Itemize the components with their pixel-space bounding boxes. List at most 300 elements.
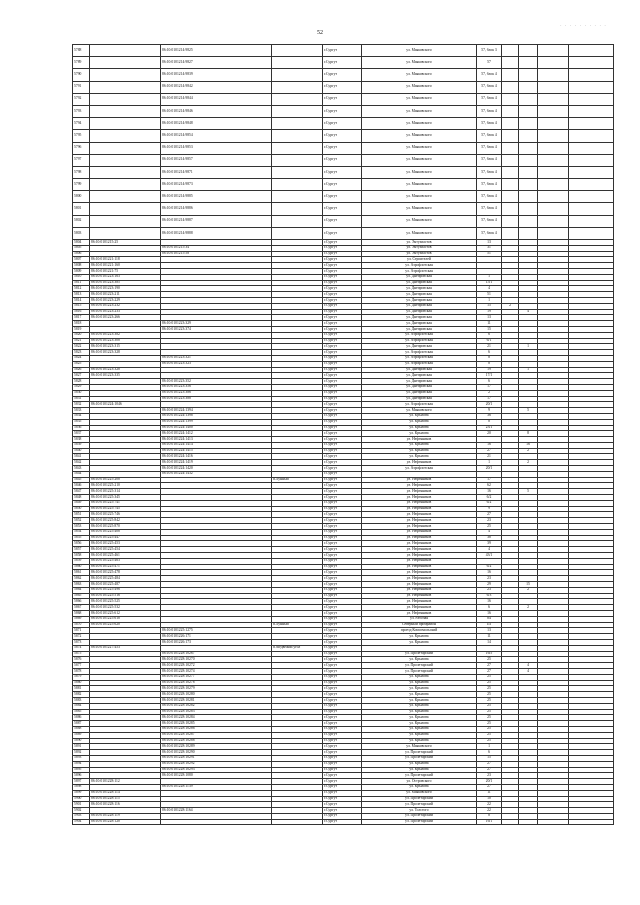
street-cell: ул. Маяковского: [362, 215, 477, 227]
city-cell: г.Сургут: [323, 582, 362, 588]
row-number-cell: 5826: [73, 367, 90, 373]
street-cell: ул. Нефтяников: [362, 524, 477, 530]
table-row: [73, 118, 614, 130]
city-cell: г.Сургут: [323, 784, 362, 790]
street-cell: ул. Пролетарский: [362, 663, 477, 669]
city-cell: г.Сургут: [323, 593, 362, 599]
street-cell: ул. Крылова: [362, 431, 477, 437]
city-cell: г.Сургут: [323, 541, 362, 547]
house-number-cell: 57, блок 4: [477, 69, 502, 81]
cadastral-number-alt-cell: 86:10:0101215:58: [161, 251, 272, 257]
city-cell: г.Сургут: [323, 628, 362, 634]
city-cell: г.Сургут: [323, 431, 362, 437]
city-cell: г.Сургут: [323, 524, 362, 530]
house-number-cell: 25: [477, 721, 502, 727]
house-number-cell: 8: [477, 813, 502, 819]
building-cell: 2: [502, 303, 519, 309]
cadastral-number-alt-cell: 86:10:0101228:1080: [161, 773, 272, 779]
street-cell: ул. Островского: [362, 779, 477, 785]
city-cell: г.Сургут: [323, 645, 362, 651]
street-cell: ул. Крылова: [362, 692, 477, 698]
cadastral-number-alt-cell: 86:10:0101228:10280: [161, 692, 272, 698]
row-number-cell: 5895: [73, 767, 90, 773]
extra-cell: [538, 215, 569, 227]
house-number-cell: 4: [477, 547, 502, 553]
ledger-table: [72, 44, 614, 825]
locality-cell: п.Медвежий угол: [272, 645, 323, 651]
row-number-cell: 5797: [73, 154, 90, 166]
table-row: [73, 166, 614, 178]
street-cell: ул. Маяковского: [362, 142, 477, 154]
street-cell: ул. Нефтяников: [362, 500, 477, 506]
city-cell: г.Сургут: [323, 466, 362, 472]
house-number-cell: 19: [477, 367, 502, 373]
street-cell: ул. Крылова: [362, 634, 477, 640]
row-number-cell: 5851: [73, 512, 90, 518]
row-number-cell: 5884: [73, 703, 90, 709]
row-number-cell: 5831: [73, 396, 90, 402]
house-number-cell: 1: [477, 297, 502, 303]
street-cell: ул. Пролетарский: [362, 796, 477, 802]
street-cell: ул. Днепровская: [362, 303, 477, 309]
street-cell: ул. Пролетарский: [362, 819, 477, 825]
cadastral-number-alt-cell: 86:10:0101214:9885: [161, 191, 272, 203]
apartment-cell: [519, 69, 538, 81]
building-cell: [502, 227, 519, 239]
building-cell: [502, 105, 519, 117]
apartment-cell: 5: [519, 489, 538, 495]
row-number-cell: 5894: [73, 761, 90, 767]
cadastral-number-cell: [90, 203, 161, 215]
house-number-cell: 6/1: [477, 338, 502, 344]
row-number-cell: 5825: [73, 361, 90, 367]
cadastral-number-cell: 86:10:0101223:308: [90, 338, 161, 344]
row-number-cell: 5835: [73, 419, 90, 425]
city-cell: г.Сургут: [323, 495, 362, 501]
city-cell: г.Сургут: [323, 564, 362, 570]
apartment-cell: [519, 45, 538, 57]
street-cell: ул. Маяковского: [362, 81, 477, 93]
table-row: [73, 105, 614, 117]
city-cell: г.Сургут: [323, 500, 362, 506]
row-number-cell: 5829: [73, 384, 90, 390]
extra-cell: [569, 179, 614, 191]
cadastral-number-alt-cell: 86:10:0101224:1432: [161, 471, 272, 477]
city-cell: г.Сургут: [323, 518, 362, 524]
house-number-cell: 27: [477, 761, 502, 767]
cadastral-number-cell: 86:10:0101223:315: [90, 344, 161, 350]
table-row: [73, 215, 614, 227]
cadastral-number-cell: 86:10:0101228:120: [90, 819, 161, 825]
city-cell: г.Сургут: [323, 286, 362, 292]
city-cell: г.Сургут: [323, 390, 362, 396]
cadastral-number-cell: 86:10:0101221:160: [90, 263, 161, 269]
street-cell: ул. Днепровская: [362, 321, 477, 327]
street-cell: ул. Энтузиастов: [362, 245, 477, 251]
cadastral-number-cell: 86:10:0101221:75: [90, 268, 161, 274]
row-number-cell: 5821: [73, 338, 90, 344]
house-number-cell: 57, блок 4: [477, 154, 502, 166]
cadastral-number-alt-cell: 86:10:0101228:10286: [161, 726, 272, 732]
cadastral-number-alt-cell: 86:10:0101228:10283: [161, 709, 272, 715]
house-number-cell: 6/3: [477, 593, 502, 599]
row-number-cell: 5873: [73, 639, 90, 645]
extra-cell: [569, 166, 614, 178]
building-cell: [502, 81, 519, 93]
extra-cell: [538, 81, 569, 93]
house-number-cell: 36: [477, 413, 502, 419]
street-cell: ул. Крылова: [362, 761, 477, 767]
extra-cell: [569, 142, 614, 154]
street-cell: ул. Крылова: [362, 657, 477, 663]
street-cell: ул. Маяковского: [362, 45, 477, 57]
street-cell: ул. Нефтяников: [362, 553, 477, 559]
cadastral-number-alt-cell: 86:10:0101228:10282: [161, 703, 272, 709]
house-number-cell: 27: [477, 784, 502, 790]
row-number-cell: 5865: [73, 593, 90, 599]
house-number-cell: 20: [477, 431, 502, 437]
city-cell: г.Сургут: [323, 245, 362, 251]
street-cell: ул. Днепровская: [362, 396, 477, 402]
row-number-cell: 5812: [73, 286, 90, 292]
street-cell: ул. Крылова: [362, 721, 477, 727]
house-number-cell: 15/1: [477, 280, 502, 286]
cadastral-number-alt-cell: 86:10:0101223:374: [161, 326, 272, 332]
city-cell: г.Сургут: [323, 732, 362, 738]
city-cell: г.Сургут: [323, 413, 362, 419]
row-number-cell: 5840: [73, 448, 90, 454]
cadastral-number-cell: [90, 118, 161, 130]
cadastral-number-alt-cell: 86:10:0101223:356: [161, 384, 272, 390]
locality-cell: [272, 154, 323, 166]
apartment-cell: 2: [519, 605, 538, 611]
city-cell: г.Сургут: [323, 154, 362, 166]
cadastral-number-alt-cell: 86:10:0101224:1412: [161, 431, 272, 437]
city-cell: г.Сургут: [323, 45, 362, 57]
cadastral-number-cell: 86:10:0101225:741: [90, 500, 161, 506]
cadastral-number-alt-cell: [161, 819, 272, 825]
table-row: [73, 203, 614, 215]
city-cell: г.Сургут: [323, 326, 362, 332]
house-number-cell: 27: [477, 767, 502, 773]
extra-cell: [569, 118, 614, 130]
house-number-cell: 57, блок 4: [477, 179, 502, 191]
extra-cell: [538, 118, 569, 130]
row-number-cell: 5807: [73, 257, 90, 263]
row-number-cell: 5811: [73, 280, 90, 286]
table-row: [73, 179, 614, 191]
row-number-cell: 5796: [73, 142, 90, 154]
house-number-cell: 57, блок 4: [477, 166, 502, 178]
house-number-cell: 39: [477, 541, 502, 547]
cadastral-number-alt-cell: 86:10:0101224:1416: [161, 454, 272, 460]
cadastral-number-cell: [90, 130, 161, 142]
street-cell: ул. Аэрофлотская: [362, 263, 477, 269]
apartment-cell: 5: [519, 408, 538, 414]
cadastral-number-cell: 86:10:0101223:233: [90, 309, 161, 315]
row-number-cell: 5875: [73, 651, 90, 657]
row-number-cell: 5820: [73, 332, 90, 338]
house-number-cell: 6/2: [477, 564, 502, 570]
apartment-cell: [519, 191, 538, 203]
house-number-cell: 14: [477, 639, 502, 645]
cadastral-number-cell: 86:10:0101225:746: [90, 512, 161, 518]
extra-cell: [569, 154, 614, 166]
apartment-cell: 4: [519, 668, 538, 674]
house-number-cell: 6/2: [477, 500, 502, 506]
apartment-cell: [519, 154, 538, 166]
row-number-cell: 5857: [73, 547, 90, 553]
cadastral-number-alt-cell: 86:10:0101226:171: [161, 634, 272, 640]
row-number-cell: 5809: [73, 268, 90, 274]
city-cell: г.Сургут: [323, 379, 362, 385]
city-cell: г.Сургут: [323, 251, 362, 257]
locality-cell: п.Лунный: [272, 477, 323, 483]
row-number-cell: 5813: [73, 292, 90, 298]
locality-cell: [272, 57, 323, 69]
street-cell: ул. Днепровская: [362, 344, 477, 350]
row-number-cell: 5903: [73, 813, 90, 819]
street-cell: ул. Крылова: [362, 703, 477, 709]
house-number-cell: 16: [477, 570, 502, 576]
extra-cell: [538, 154, 569, 166]
street-cell: ул. Пролетарский: [362, 651, 477, 657]
street-cell: ул. Днепровская: [362, 274, 477, 280]
row-number-cell: 5871: [73, 628, 90, 634]
street-cell: ул. Днепровская: [362, 367, 477, 373]
row-number-cell: 5791: [73, 81, 90, 93]
street-cell: ул. Нефтяников: [362, 564, 477, 570]
locality-cell: [272, 69, 323, 81]
cadastral-number-alt-cell: 86:10:0101228:1164: [161, 808, 272, 814]
row-number-cell: 5863: [73, 582, 90, 588]
cadastral-number-cell: [90, 166, 161, 178]
cadastral-number-cell: 86:10:0101223:328: [90, 350, 161, 356]
house-number-cell: 25: [477, 692, 502, 698]
city-cell: г.Сургут: [323, 309, 362, 315]
street-cell: ул. Аэрофлотская: [362, 466, 477, 472]
city-cell: г.Сургут: [323, 367, 362, 373]
city-cell: г.Сургут: [323, 634, 362, 640]
city-cell: г.Сургут: [323, 292, 362, 298]
cadastral-number-alt-cell: 86:10:0101214:9857: [161, 154, 272, 166]
cadastral-number-cell: 86:10:0101228:115: [90, 796, 161, 802]
cadastral-number-alt-cell: 86:10:0101228:10288: [161, 738, 272, 744]
cadastral-number-alt-cell: 86:10:0101228:10272: [161, 663, 272, 669]
cadastral-number-alt-cell: 86:10:0101228:10285: [161, 721, 272, 727]
house-number-cell: 57, блок 4: [477, 81, 502, 93]
street-cell: ул. Маяковского: [362, 191, 477, 203]
street-cell: ул. Маяковского: [362, 166, 477, 178]
locality-cell: [272, 105, 323, 117]
city-cell: г.Сургут: [323, 738, 362, 744]
cadastral-number-alt-cell: 86:10:0101214:9854: [161, 130, 272, 142]
city-cell: г.Сургут: [323, 553, 362, 559]
cadastral-number-alt-cell: 86:10:0101214:9873: [161, 179, 272, 191]
row-number-cell: 5822: [73, 344, 90, 350]
cadastral-number-alt-cell: 86:10:0101214:9825: [161, 45, 272, 57]
house-number-cell: 8: [477, 355, 502, 361]
cadastral-number-alt-cell: 86:10:0101228:10277: [161, 674, 272, 680]
street-cell: ул. Маяковского: [362, 154, 477, 166]
cadastral-number-alt-cell: 86:10:0101228:10289: [161, 744, 272, 750]
house-number-cell: 25: [477, 726, 502, 732]
city-cell: г.Сургут: [323, 166, 362, 178]
city-cell: г.Сургут: [323, 547, 362, 553]
city-cell: г.Сургут: [323, 215, 362, 227]
cadastral-number-cell: 86:10:0101225:471: [90, 564, 161, 570]
row-number-cell: 5830: [73, 390, 90, 396]
row-number-cell: 5902: [73, 808, 90, 814]
city-cell: г.Сургут: [323, 321, 362, 327]
row-number-cell: 5896: [73, 773, 90, 779]
street-cell: ул. Пролетарский: [362, 755, 477, 761]
row-number-cell: 5864: [73, 587, 90, 593]
cadastral-number-cell: [90, 81, 161, 93]
house-number-cell: 13: [477, 628, 502, 634]
cadastral-number-alt-cell: 86:10:0101223:352: [161, 379, 272, 385]
cadastral-number-alt-cell: 86:10:0101214:9846: [161, 105, 272, 117]
house-number-cell: 27: [477, 512, 502, 518]
cadastral-number-cell: 86:10:0101225:620: [90, 622, 161, 628]
row-number-cell: 5849: [73, 500, 90, 506]
apartment-cell: 1: [519, 344, 538, 350]
city-cell: г.Сургут: [323, 663, 362, 669]
house-number-cell: 15: [477, 326, 502, 332]
city-cell: г.Сургут: [323, 425, 362, 431]
street-cell: ул. Нефтяников: [362, 599, 477, 605]
row-number-cell: 5833: [73, 408, 90, 414]
house-number-cell: 20/1: [477, 779, 502, 785]
street-cell: ул. Крылова: [362, 738, 477, 744]
city-cell: г.Сургут: [323, 396, 362, 402]
city-cell: г.Сургут: [323, 529, 362, 535]
city-cell: г.Сургут: [323, 744, 362, 750]
row-number-cell: 5847: [73, 489, 90, 495]
cadastral-number-cell: 86:10:0101225:484: [90, 576, 161, 582]
house-number-cell: 22: [477, 808, 502, 814]
cadastral-number-cell: 86:10:0101215:25: [90, 240, 161, 246]
street-cell: ул. Маяковского: [362, 790, 477, 796]
locality-cell: [272, 130, 323, 142]
cadastral-number-cell: 86:10:0101225:532: [90, 605, 161, 611]
street-cell: ул. Маяковского: [362, 227, 477, 239]
table-row: [73, 93, 614, 105]
city-cell: г.Сургут: [323, 263, 362, 269]
row-number-cell: 5881: [73, 686, 90, 692]
house-number-cell: 16/5: [477, 651, 502, 657]
building-cell: [502, 215, 519, 227]
extra-cell: [538, 130, 569, 142]
street-cell: ул. Нефтяников: [362, 611, 477, 617]
apartment-cell: [519, 130, 538, 142]
row-number-cell: 5824: [73, 355, 90, 361]
extra-cell: [569, 130, 614, 142]
row-number-cell: 5882: [73, 692, 90, 698]
cadastral-number-alt-cell: 86:10:0101224:1419: [161, 460, 272, 466]
apartment-cell: [519, 93, 538, 105]
cadastral-number-alt-cell: 86:10:0101228:10267: [161, 651, 272, 657]
row-number-cell: 5817: [73, 315, 90, 321]
city-cell: г.Сургут: [323, 240, 362, 246]
city-cell: г.Сургут: [323, 442, 362, 448]
house-number-cell: 15: [477, 303, 502, 309]
row-number-cell: 5850: [73, 506, 90, 512]
city-cell: г.Сургут: [323, 761, 362, 767]
cadastral-number-cell: 86:10:0101225:612: [90, 611, 161, 617]
house-number-cell: 20/1: [477, 402, 502, 408]
row-number-cell: 5846: [73, 483, 90, 489]
city-cell: г.Сургут: [323, 408, 362, 414]
city-cell: г.Сургут: [323, 616, 362, 622]
row-number-cell: 5859: [73, 558, 90, 564]
apartment-cell: [519, 142, 538, 154]
cadastral-number-alt-cell: 86:10:0101214:9887: [161, 215, 272, 227]
extra-cell: [538, 69, 569, 81]
city-cell: г.Сургут: [323, 338, 362, 344]
table-row: [73, 154, 614, 166]
row-number-cell: 5855: [73, 535, 90, 541]
cadastral-number-cell: 86:10:0101225:454: [90, 547, 161, 553]
street-cell: ул. Днепровская: [362, 326, 477, 332]
row-number-cell: 5793: [73, 105, 90, 117]
city-cell: г.Сургут: [323, 802, 362, 808]
street-cell: ул. Нефтяников: [362, 495, 477, 501]
table-row: [73, 142, 614, 154]
house-number-cell: 43/1: [477, 553, 502, 559]
house-number-cell: 57, блок 4: [477, 105, 502, 117]
cadastral-number-cell: 86:10:0101223:229: [90, 297, 161, 303]
city-cell: г.Сургут: [323, 726, 362, 732]
street-cell: проезд Комсомольский: [362, 628, 477, 634]
cadastral-number-cell: 86:10:0101227:453: [90, 645, 161, 651]
row-number-cell: 5869: [73, 616, 90, 622]
row-number-cell: 5868: [73, 611, 90, 617]
house-number-cell: 16: [477, 599, 502, 605]
row-number-cell: 5832: [73, 402, 90, 408]
house-number-cell: 29: [477, 582, 502, 588]
city-cell: г.Сургут: [323, 361, 362, 367]
street-cell: ул. Нефтяников: [362, 483, 477, 489]
apartment-cell: [519, 166, 538, 178]
table-row: [73, 130, 614, 142]
cadastral-number-cell: 86:10:0101225:463: [90, 558, 161, 564]
cadastral-number-alt-cell: 86:10:0101228:10293: [161, 767, 272, 773]
row-number-cell: 5802: [73, 215, 90, 227]
street-cell: ул. Днепровская: [362, 292, 477, 298]
building-cell: [502, 45, 519, 57]
cadastral-number-cell: [90, 57, 161, 69]
street-cell: ул. Крылова: [362, 686, 477, 692]
cadastral-number-cell: 86:10:0101225:453: [90, 541, 161, 547]
cadastral-number-cell: 86:10:0101223:382: [90, 332, 161, 338]
cadastral-number-alt-cell: 86:10:0101224:1394: [161, 408, 272, 414]
cadastral-number-cell: 86:10:0101223:328: [90, 367, 161, 373]
row-number-cell: 5810: [73, 274, 90, 280]
row-number-cell: 5848: [73, 495, 90, 501]
house-number-cell: 9: [477, 408, 502, 414]
house-number-cell: 57, блок 4: [477, 191, 502, 203]
house-number-cell: 25: [477, 738, 502, 744]
house-number-cell: 57, блок 4: [477, 215, 502, 227]
house-number-cell: 57, блок 4: [477, 227, 502, 239]
city-cell: г.Сургут: [323, 280, 362, 286]
cadastral-number-alt-cell: 86:10:0101215:34: [161, 245, 272, 251]
house-number-cell: 25: [477, 703, 502, 709]
extra-cell: [538, 179, 569, 191]
row-number-cell: 5795: [73, 130, 90, 142]
house-number-cell: 1: [477, 744, 502, 750]
